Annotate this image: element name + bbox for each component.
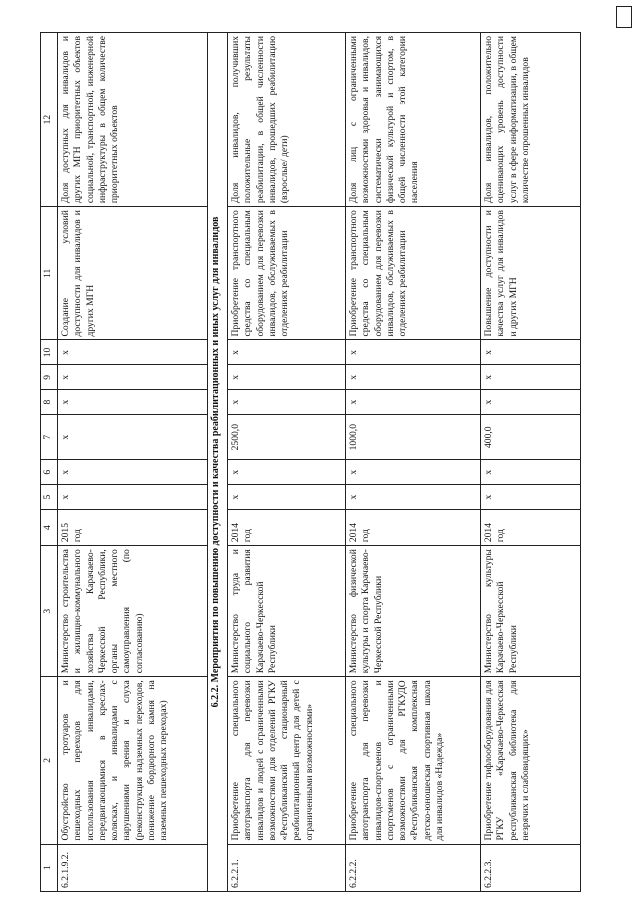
row-number: 6.2.2.1. — [228, 844, 346, 891]
cell-9: x — [58, 365, 208, 390]
cell-10: x — [346, 340, 481, 365]
event-name: Обустройство тротуаров и пешеходных переходов для использования инвалидами, передвигающимися в креслах-колясках, и инвалидами с нарушениями зрения и слуха (реконструкция надземных переходов, понижение бордюрного камня на наземных пешеходных переходах) — [58, 677, 208, 844]
cell-9: x — [481, 365, 581, 390]
col-number-10: 10 — [41, 340, 58, 365]
table-row — [58, 33, 208, 892]
col-number-9: 9 — [41, 365, 58, 390]
col-number-12: 12 — [41, 33, 58, 207]
cell-6: x — [481, 460, 581, 485]
executor: Министерство культуры Карачаево-Черкесской Республики — [481, 546, 581, 677]
section-title: 6.2.2. Мероприятия по повышению доступности и качества реабилитационных и иных услуг для инвалидов — [208, 33, 228, 892]
row-number: 6.2.1.9.2. — [58, 844, 208, 891]
cell-5: x — [346, 485, 481, 510]
expected-result: Приобретение транспортного средства со специальным оборудованием для перевозки инвалидов, обслуживаемых в отделениях реабилитации — [346, 207, 481, 340]
cell-9: x — [346, 365, 481, 390]
indicator: Доля лиц с ограниченными возможностями здоровья и инвалидов, систематически занимающихся физической культурой и спортом, в общей численности этой категории населения — [346, 33, 481, 207]
executor: Министерство строительства и жилищно-коммунального хозяйства Карачаево-Черкесской Республики, органы местного самоуправления (по согласованию) — [58, 546, 208, 677]
table-row — [346, 33, 481, 892]
cell-6: x — [346, 460, 481, 485]
expected-result: Создание условий доступности для инвалидов и других МГН — [58, 207, 208, 340]
col-number-1: 1 — [41, 844, 58, 891]
col-number-4: 4 — [41, 510, 58, 546]
cell-6: x — [228, 460, 346, 485]
cell-5: x — [58, 485, 208, 510]
cell-10: x — [481, 340, 581, 365]
cell-5: x — [228, 485, 346, 510]
section-header-row — [208, 33, 228, 892]
executor: Министерство физической культуры и спорта Карачаево-Черкесской Республики — [346, 546, 481, 677]
expected-result: Приобретение транспортного средства со специальным оборудованием для перевозки инвалидов, обслуживаемых в отделениях реабилитации — [228, 207, 346, 340]
page-number-box — [616, 6, 632, 28]
event-name: Приобретение специального автотранспорта для перевозки инвалидов-спортсменов и спортсменов с ограниченными возможностями для РГКУДО «Республиканская комплексная детско-юношеская спортивная школа для инвалидов «Надежда» — [346, 677, 481, 844]
col-number-11: 11 — [41, 207, 58, 340]
indicator: Доля инвалидов, получивших положительные результаты реабилитации, в общей численности инвалидов, прошедших реабилитацию (взрослые/ дети) — [228, 33, 346, 207]
year: 2015 год — [58, 510, 208, 546]
cell-7: x — [58, 415, 208, 460]
row-number: 6.2.2.3. — [481, 844, 581, 891]
event-name: Приобретение специального автотранспорта для перевозки инвалидов и людей с ограниченными возможностями для отделений РГКУ «Республиканский стационарный реабилитационный центр для детей с ограниченными возможностями» — [228, 677, 346, 844]
cell-8: x — [346, 390, 481, 415]
expected-result: Повышение доступности и качества услуг для инвалидов и других МГН — [481, 207, 581, 340]
cell-8: x — [228, 390, 346, 415]
cell-8: x — [58, 390, 208, 415]
table-row — [228, 33, 346, 892]
landscape-page — [40, 32, 600, 892]
cell-10: x — [228, 340, 346, 365]
cell-9: x — [228, 365, 346, 390]
table-row — [481, 33, 581, 892]
cell-10: x — [58, 340, 208, 365]
row-number: 6.2.2.2. — [346, 844, 481, 891]
column-number-row — [41, 33, 58, 892]
col-number-6: 6 — [41, 460, 58, 485]
col-number-7: 7 — [41, 415, 58, 460]
program-events-table — [40, 32, 581, 892]
indicator: Доля инвалидов, положительно оценивающих уровень доступности услуг в сфере информатизации, в общем количестве опрошенных инвалидов — [481, 33, 581, 207]
year: 2014 год — [481, 510, 581, 546]
cell-6: x — [58, 460, 208, 485]
col-number-3: 3 — [41, 546, 58, 677]
cell-7: 400,0 — [481, 415, 581, 460]
col-number-8: 8 — [41, 390, 58, 415]
event-name: Приобретение тифлооборудования для РГКУ «Карачаево-Черкесская республиканская библиотека для незрячих и слабовидящих» — [481, 677, 581, 844]
col-number-2: 2 — [41, 677, 58, 844]
year: 2014 год — [228, 510, 346, 546]
col-number-5: 5 — [41, 485, 58, 510]
cell-7: 2500,0 — [228, 415, 346, 460]
indicator: Доля доступных для инвалидов и других МГН приоритетных объектов социальной, транспортной, инженерной инфраструктуры в общем количестве приоритетных объектов — [58, 33, 208, 207]
executor: Министерство труда и социального развития Карачаево-Черкесской Республики — [228, 546, 346, 677]
cell-8: x — [481, 390, 581, 415]
year: 2014 год — [346, 510, 481, 546]
cell-7: 1000,0 — [346, 415, 481, 460]
cell-5: x — [481, 485, 581, 510]
